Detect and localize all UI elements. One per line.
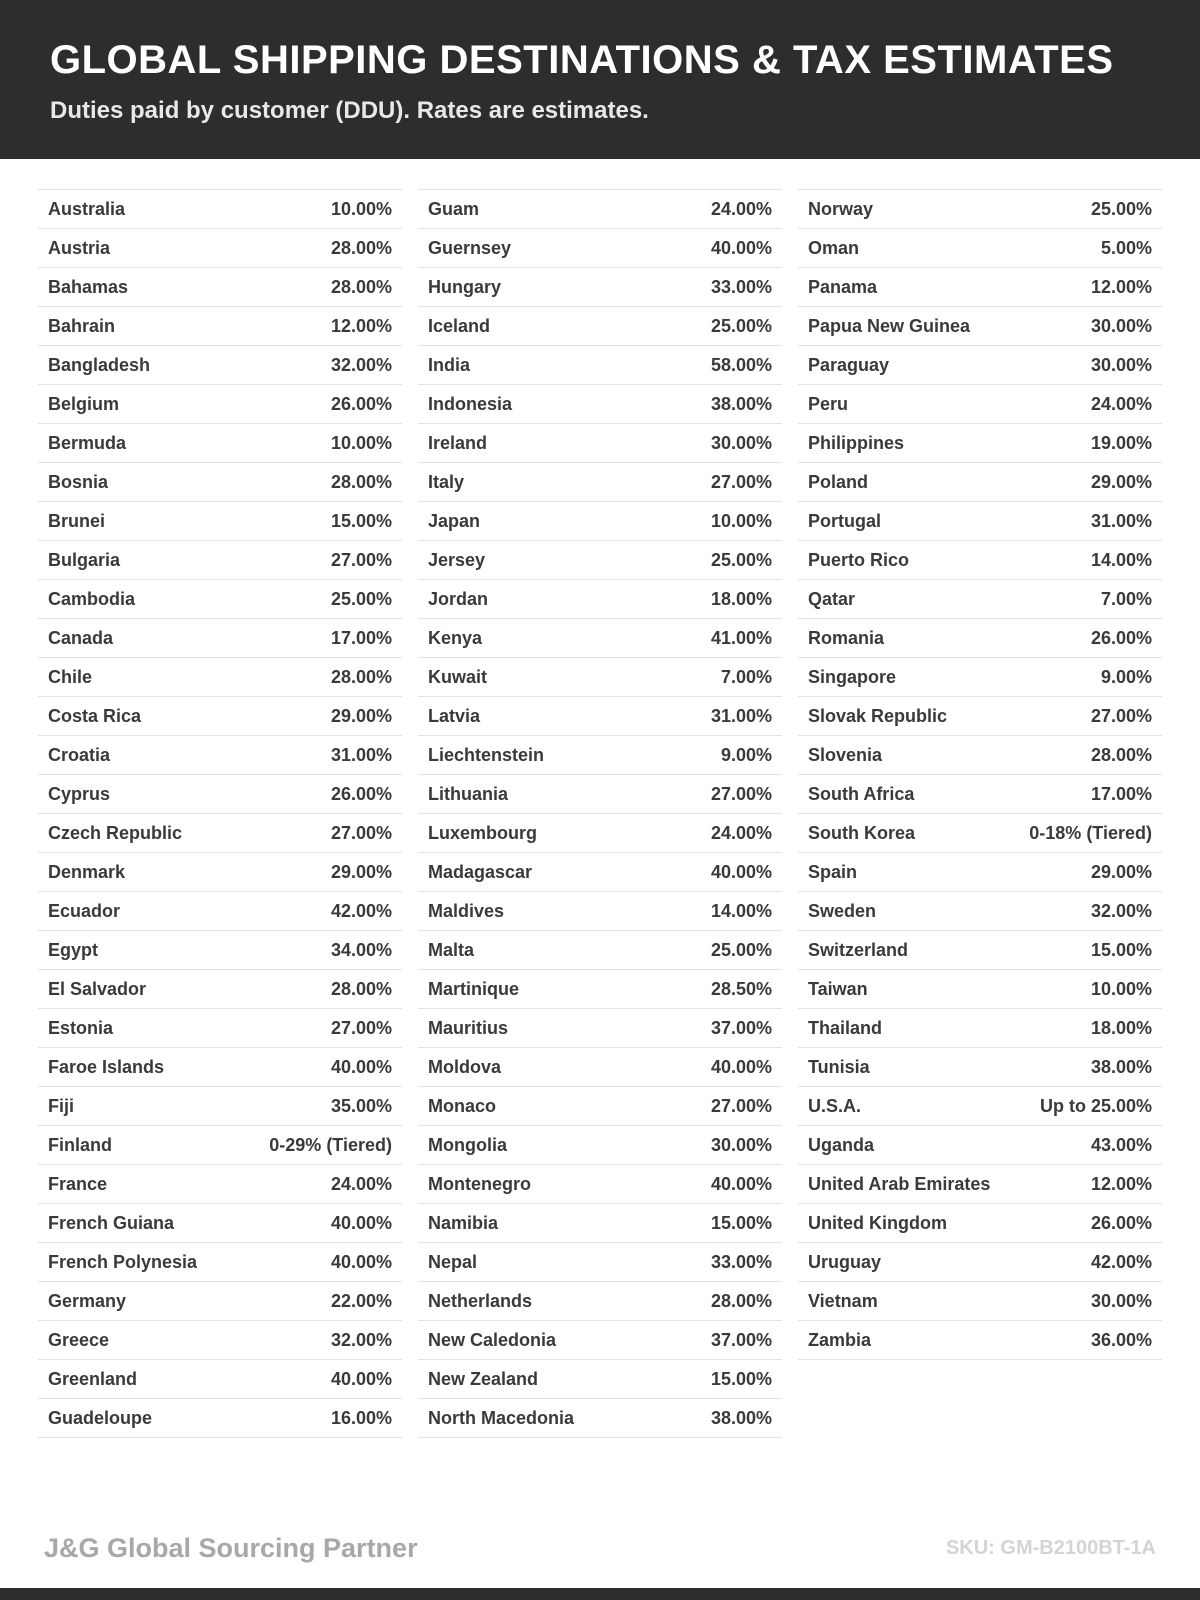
table-row <box>418 346 782 385</box>
country-label: Guam <box>428 198 480 219</box>
rate-value: 43.00% <box>1090 1134 1152 1155</box>
footer <box>0 1508 1200 1588</box>
table-row <box>38 697 402 736</box>
country-label: Luxembourg <box>428 822 538 843</box>
table-row <box>38 1126 402 1165</box>
table-row <box>798 853 1162 892</box>
country-label: Namibia <box>428 1212 499 1233</box>
country-label: Bahrain <box>48 315 116 336</box>
rate-value: 17.00% <box>1090 783 1152 804</box>
country-label: Chile <box>48 666 93 687</box>
table-row <box>418 1399 782 1438</box>
rate-value: 31.00% <box>710 705 772 726</box>
rate-value: 24.00% <box>330 1173 392 1194</box>
table-row <box>418 1321 782 1360</box>
table-row <box>418 931 782 970</box>
table-row <box>38 931 402 970</box>
country-label: India <box>428 354 471 375</box>
table-row <box>798 307 1162 346</box>
rate-value: 29.00% <box>330 705 392 726</box>
rate-value: 30.00% <box>710 1134 772 1155</box>
country-label: Switzerland <box>808 939 909 960</box>
country-label: Brunei <box>48 510 106 531</box>
rate-value: 31.00% <box>1090 510 1152 531</box>
rate-value: 35.00% <box>330 1095 392 1116</box>
rate-value: 28.00% <box>330 978 392 999</box>
country-label: Martinique <box>428 978 520 999</box>
table-row <box>418 424 782 463</box>
country-label: Estonia <box>48 1017 114 1038</box>
table-row <box>38 502 402 541</box>
country-label: Hungary <box>428 276 502 297</box>
rate-value: 28.00% <box>330 237 392 258</box>
country-label: Ecuador <box>48 900 121 921</box>
sku-label: SKU: GM-B2100BT-1A <box>945 1536 1156 1559</box>
rate-value: 24.00% <box>710 198 772 219</box>
rate-value: 27.00% <box>330 549 392 570</box>
rate-value: 25.00% <box>330 588 392 609</box>
table-row <box>418 463 782 502</box>
rate-value: 27.00% <box>710 1095 772 1116</box>
country-label: Mongolia <box>428 1134 507 1155</box>
rate-value: 28.00% <box>330 276 392 297</box>
table-row <box>38 1087 402 1126</box>
country-label: Bosnia <box>48 471 109 492</box>
rate-value: 25.00% <box>710 549 772 570</box>
country-label: Germany <box>48 1290 127 1311</box>
rate-value: 40.00% <box>330 1056 392 1077</box>
rate-value: 19.00% <box>1090 432 1152 453</box>
rate-value: 30.00% <box>1090 1290 1152 1311</box>
table-row <box>38 1048 402 1087</box>
table-row <box>418 268 782 307</box>
country-label: Italy <box>428 471 465 492</box>
table-row <box>418 502 782 541</box>
rate-value: 36.00% <box>1090 1329 1152 1350</box>
table-row <box>418 775 782 814</box>
rate-value: 12.00% <box>330 315 392 336</box>
country-label: Finland <box>48 1134 112 1155</box>
country-label: Poland <box>808 471 869 492</box>
country-label: New Zealand <box>428 1368 539 1389</box>
table-row <box>38 1243 402 1282</box>
rate-value: 41.00% <box>710 627 772 648</box>
rate-value: 28.00% <box>1090 744 1152 765</box>
rate-value: 28.50% <box>710 978 772 999</box>
rate-value: 34.00% <box>330 939 392 960</box>
rate-value: 7.00% <box>720 666 772 687</box>
table-row <box>418 853 782 892</box>
rate-value: 12.00% <box>1090 276 1152 297</box>
table-row <box>798 775 1162 814</box>
table-row <box>38 580 402 619</box>
rate-value: 42.00% <box>1090 1251 1152 1272</box>
rate-value: 16.00% <box>330 1407 392 1428</box>
page-title: GLOBAL SHIPPING DESTINATIONS & TAX ESTIMATES <box>50 38 1114 82</box>
table-row <box>418 190 782 229</box>
country-label: Papua New Guinea <box>808 315 971 336</box>
rate-value: 28.00% <box>710 1290 772 1311</box>
table-row <box>798 580 1162 619</box>
rate-value: 7.00% <box>1100 588 1152 609</box>
header <box>0 0 1200 159</box>
rate-value: 10.00% <box>1090 978 1152 999</box>
rate-value: 40.00% <box>710 1173 772 1194</box>
rate-value: 40.00% <box>330 1212 392 1233</box>
country-label: Slovak Republic <box>808 705 948 726</box>
table-row <box>418 1282 782 1321</box>
table-row <box>38 1009 402 1048</box>
table-row <box>38 814 402 853</box>
rate-value: 12.00% <box>1090 1173 1152 1194</box>
country-label: U.S.A. <box>808 1095 862 1116</box>
rate-value: 40.00% <box>710 1056 772 1077</box>
rate-value: 27.00% <box>330 1017 392 1038</box>
country-label: Uruguay <box>808 1251 882 1272</box>
rate-value: 15.00% <box>710 1368 772 1389</box>
table-row <box>798 541 1162 580</box>
table-row <box>418 619 782 658</box>
table-row <box>798 1165 1162 1204</box>
table-row <box>798 697 1162 736</box>
country-label: Bulgaria <box>48 549 121 570</box>
rate-value: 42.00% <box>330 900 392 921</box>
rate-value: 33.00% <box>710 276 772 297</box>
rate-value: 33.00% <box>710 1251 772 1272</box>
country-label: Norway <box>808 198 874 219</box>
rate-value: 10.00% <box>330 432 392 453</box>
country-label: Thailand <box>808 1017 883 1038</box>
country-label: Guadeloupe <box>48 1407 153 1428</box>
country-label: Latvia <box>428 705 481 726</box>
country-label: Spain <box>808 861 858 882</box>
country-label: Mauritius <box>428 1017 509 1038</box>
rate-value: 24.00% <box>1090 393 1152 414</box>
rate-column <box>38 189 402 1438</box>
table-row <box>418 814 782 853</box>
rate-value: 29.00% <box>1090 471 1152 492</box>
rate-value: 37.00% <box>710 1329 772 1350</box>
country-label: Monaco <box>428 1095 497 1116</box>
country-label: Madagascar <box>428 861 533 882</box>
country-label: Costa Rica <box>48 705 142 726</box>
country-label: Denmark <box>48 861 126 882</box>
table-row <box>38 541 402 580</box>
table-row <box>798 268 1162 307</box>
country-label: Montenegro <box>428 1173 531 1194</box>
table-row <box>798 1243 1162 1282</box>
table-row <box>418 1243 782 1282</box>
country-label: Jersey <box>428 549 486 570</box>
country-label: Faroe Islands <box>48 1056 165 1077</box>
rate-value: 14.00% <box>1090 549 1152 570</box>
country-label: Panama <box>808 276 878 297</box>
rate-value: Up to 25.00% <box>1039 1095 1152 1116</box>
table-row <box>38 736 402 775</box>
table-row <box>38 1399 402 1438</box>
country-label: Zambia <box>808 1329 872 1350</box>
rate-value: 10.00% <box>330 198 392 219</box>
country-label: Taiwan <box>808 978 868 999</box>
table-row <box>38 268 402 307</box>
table-row <box>798 1126 1162 1165</box>
country-label: United Arab Emirates <box>808 1173 991 1194</box>
rate-value: 15.00% <box>710 1212 772 1233</box>
rate-value: 25.00% <box>710 939 772 960</box>
table-row <box>798 1321 1162 1360</box>
country-label: Sweden <box>808 900 877 921</box>
country-label: Indonesia <box>428 393 513 414</box>
rate-value: 9.00% <box>720 744 772 765</box>
rate-value: 40.00% <box>710 237 772 258</box>
rate-value: 32.00% <box>1090 900 1152 921</box>
rate-value: 0-18% (Tiered) <box>1029 822 1152 843</box>
country-label: North Macedonia <box>428 1407 575 1428</box>
country-label: Oman <box>808 237 860 258</box>
rate-value: 40.00% <box>330 1368 392 1389</box>
country-label: New Caledonia <box>428 1329 557 1350</box>
table-row <box>798 502 1162 541</box>
country-label: Liechtenstein <box>428 744 545 765</box>
country-label: Kenya <box>428 627 483 648</box>
rate-value: 40.00% <box>330 1251 392 1272</box>
rate-value: 14.00% <box>710 900 772 921</box>
country-label: Austria <box>48 237 111 258</box>
country-label: Slovenia <box>808 744 883 765</box>
table-row <box>418 1087 782 1126</box>
country-label: Canada <box>48 627 114 648</box>
rate-value: 9.00% <box>1100 666 1152 687</box>
table-row <box>798 346 1162 385</box>
table-row <box>418 697 782 736</box>
table-row <box>38 1321 402 1360</box>
table-row <box>38 346 402 385</box>
table-row <box>38 1360 402 1399</box>
country-label: Greece <box>48 1329 110 1350</box>
country-label: South Korea <box>808 822 916 843</box>
page-subtitle: Duties paid by customer (DDU). Rates are estimates. <box>50 97 649 124</box>
table-row <box>418 385 782 424</box>
country-label: Kuwait <box>428 666 488 687</box>
country-label: France <box>48 1173 108 1194</box>
table-row <box>38 229 402 268</box>
table-row <box>798 385 1162 424</box>
country-label: Bermuda <box>48 432 127 453</box>
rate-value: 26.00% <box>1090 1212 1152 1233</box>
rate-value: 38.00% <box>710 393 772 414</box>
table-row <box>798 931 1162 970</box>
table-row <box>38 853 402 892</box>
country-label: Iceland <box>428 315 491 336</box>
country-label: United Kingdom <box>808 1212 947 1233</box>
country-label: Croatia <box>48 744 111 765</box>
table-row <box>38 463 402 502</box>
table-row <box>418 1204 782 1243</box>
country-label: Singapore <box>808 666 897 687</box>
country-label: Fiji <box>48 1095 74 1116</box>
country-label: Nepal <box>428 1251 478 1272</box>
rate-value: 27.00% <box>1090 705 1152 726</box>
rate-value: 15.00% <box>330 510 392 531</box>
table-row <box>38 190 402 229</box>
bottom-accent-bar <box>0 1588 1200 1600</box>
country-label: Jordan <box>428 588 489 609</box>
rate-value: 25.00% <box>710 315 772 336</box>
rate-value: 31.00% <box>330 744 392 765</box>
table-row <box>798 1087 1162 1126</box>
brand-name: J&G Global Sourcing Partner <box>44 1532 418 1563</box>
table-row <box>38 307 402 346</box>
country-label: Cyprus <box>48 783 111 804</box>
rate-value: 18.00% <box>1090 1017 1152 1038</box>
country-label: El Salvador <box>48 978 147 999</box>
table-row <box>798 229 1162 268</box>
rate-value: 30.00% <box>710 432 772 453</box>
country-label: Netherlands <box>428 1290 533 1311</box>
country-label: Peru <box>808 393 849 414</box>
table-row <box>418 1009 782 1048</box>
rate-value: 27.00% <box>330 822 392 843</box>
rates-table <box>0 159 1200 1438</box>
country-label: Ireland <box>428 432 488 453</box>
table-row <box>798 463 1162 502</box>
rate-value: 24.00% <box>710 822 772 843</box>
table-row <box>418 736 782 775</box>
table-row <box>38 424 402 463</box>
country-label: Vietnam <box>808 1290 878 1311</box>
table-row <box>418 1360 782 1399</box>
rate-value: 58.00% <box>710 354 772 375</box>
country-label: Lithuania <box>428 783 508 804</box>
rate-value: 32.00% <box>330 1329 392 1350</box>
country-label: French Guiana <box>48 1212 175 1233</box>
rate-column <box>798 189 1162 1438</box>
rate-value: 38.00% <box>1090 1056 1152 1077</box>
rate-value: 27.00% <box>710 783 772 804</box>
rate-value: 10.00% <box>710 510 772 531</box>
table-row <box>798 736 1162 775</box>
table-row <box>798 814 1162 853</box>
table-row <box>798 892 1162 931</box>
table-row <box>418 307 782 346</box>
table-row <box>418 580 782 619</box>
table-row <box>798 190 1162 229</box>
table-row <box>38 658 402 697</box>
table-row <box>418 970 782 1009</box>
rate-value: 30.00% <box>1090 354 1152 375</box>
country-label: Cambodia <box>48 588 136 609</box>
table-row <box>38 1165 402 1204</box>
rate-value: 37.00% <box>710 1017 772 1038</box>
rate-value: 17.00% <box>330 627 392 648</box>
rate-value: 40.00% <box>710 861 772 882</box>
country-label: Uganda <box>808 1134 875 1155</box>
rate-value: 5.00% <box>1100 237 1152 258</box>
country-label: Japan <box>428 510 481 531</box>
table-row <box>798 424 1162 463</box>
country-label: Paraguay <box>808 354 890 375</box>
table-row <box>418 892 782 931</box>
rate-column <box>418 189 782 1438</box>
rate-value: 29.00% <box>1090 861 1152 882</box>
rate-value: 30.00% <box>1090 315 1152 336</box>
table-row <box>418 541 782 580</box>
table-row <box>38 775 402 814</box>
table-row <box>418 1165 782 1204</box>
table-row <box>798 619 1162 658</box>
country-label: Egypt <box>48 939 99 960</box>
rate-value: 18.00% <box>710 588 772 609</box>
country-label: Maldives <box>428 900 505 921</box>
rate-value: 29.00% <box>330 861 392 882</box>
table-row <box>418 658 782 697</box>
country-label: Czech Republic <box>48 822 183 843</box>
table-row <box>38 619 402 658</box>
rate-value: 26.00% <box>330 393 392 414</box>
country-label: Guernsey <box>428 237 512 258</box>
table-row <box>798 1204 1162 1243</box>
country-label: Puerto Rico <box>808 549 910 570</box>
rate-value: 0-29% (Tiered) <box>269 1134 392 1155</box>
table-row <box>38 385 402 424</box>
table-row <box>798 1048 1162 1087</box>
rate-value: 26.00% <box>330 783 392 804</box>
table-row <box>798 970 1162 1009</box>
country-label: Philippines <box>808 432 905 453</box>
country-label: French Polynesia <box>48 1251 198 1272</box>
table-row <box>798 1282 1162 1321</box>
table-row <box>798 1009 1162 1048</box>
country-label: Bangladesh <box>48 354 151 375</box>
table-row <box>38 892 402 931</box>
table-row <box>38 1282 402 1321</box>
rate-value: 22.00% <box>330 1290 392 1311</box>
table-row <box>418 1126 782 1165</box>
country-label: Moldova <box>428 1056 502 1077</box>
table-row <box>798 658 1162 697</box>
rate-value: 28.00% <box>330 471 392 492</box>
table-row <box>38 1204 402 1243</box>
rate-value: 32.00% <box>330 354 392 375</box>
country-label: South Africa <box>808 783 915 804</box>
country-label: Portugal <box>808 510 882 531</box>
rate-value: 15.00% <box>1090 939 1152 960</box>
rate-value: 27.00% <box>710 471 772 492</box>
table-row <box>38 970 402 1009</box>
table-row <box>418 1048 782 1087</box>
country-label: Romania <box>808 627 885 648</box>
table-row <box>418 229 782 268</box>
country-label: Bahamas <box>48 276 129 297</box>
country-label: Greenland <box>48 1368 138 1389</box>
rate-value: 28.00% <box>330 666 392 687</box>
country-label: Malta <box>428 939 475 960</box>
rate-value: 25.00% <box>1090 198 1152 219</box>
country-label: Tunisia <box>808 1056 870 1077</box>
country-label: Belgium <box>48 393 120 414</box>
rate-value: 26.00% <box>1090 627 1152 648</box>
country-label: Australia <box>48 198 126 219</box>
country-label: Qatar <box>808 588 856 609</box>
rate-value: 38.00% <box>710 1407 772 1428</box>
